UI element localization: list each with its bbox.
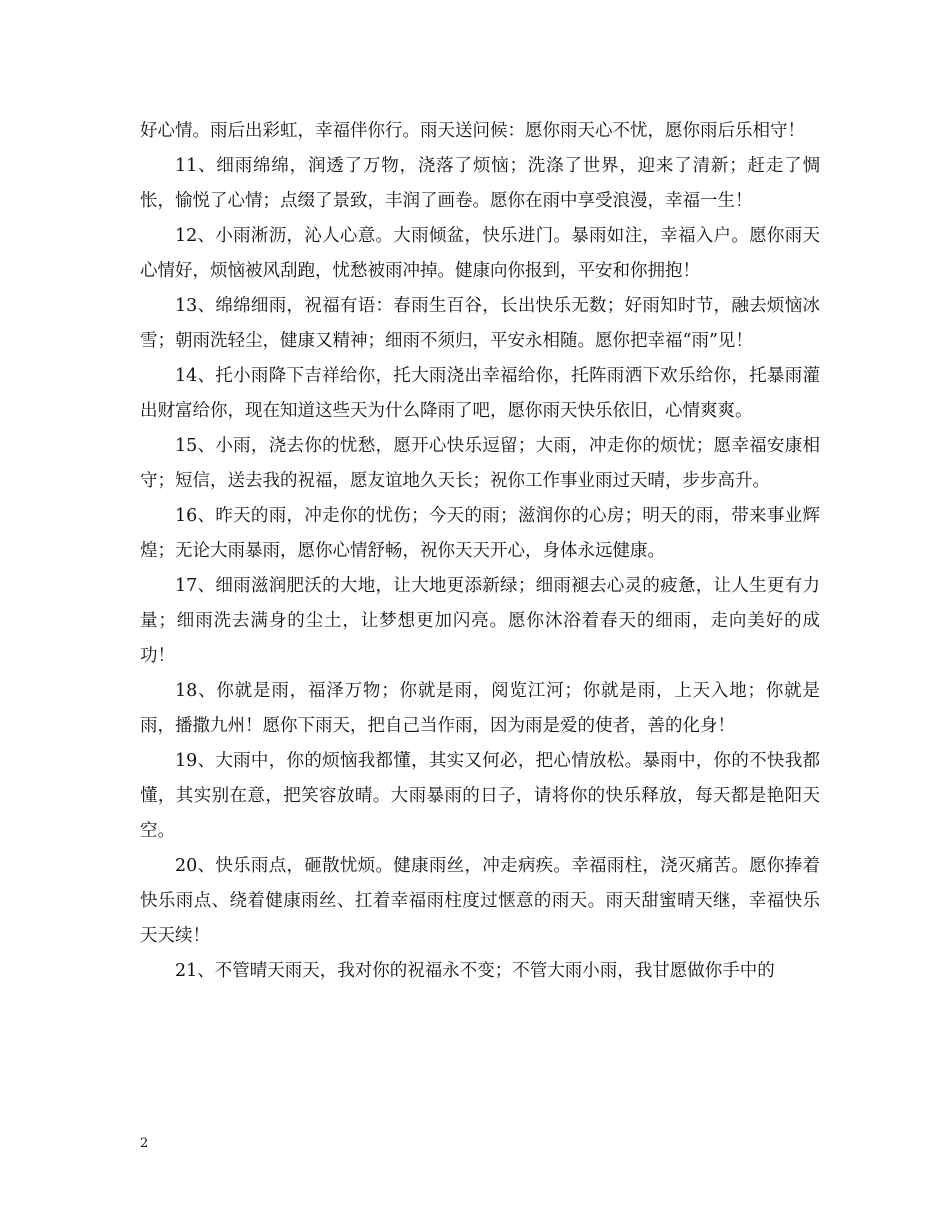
paragraph-item-16: 16、昨天的雨，冲走你的忧伤；今天的雨；滋润你的心房；明天的雨，带来事业辉煌；无论大雨暴雨，愿你心情舒畅，祝你天天开心，身体永远健康。 <box>140 506 820 561</box>
paragraph-item-14: 14、托小雨降下吉祥给你，托大雨浇出幸福给你，托阵雨洒下欢乐给你，托暴雨灌出财富给你，现在知道这些天为什么降雨了吧，愿你雨天快乐依旧，心情爽爽。 <box>140 366 820 421</box>
paragraph-continuation: 好心情。雨后出彩虹，幸福伴你行。雨天送问候：愿你雨天心不忧，愿你雨后乐相守！ <box>140 121 805 141</box>
page-number: 2 <box>140 1136 149 1151</box>
paragraph-item-21: 21、不管晴天雨天，我对你的祝福永不变；不管大雨小雨，我甘愿做你手中的 <box>175 961 775 981</box>
paragraph-item-11: 11、细雨绵绵，润透了万物，浇落了烦恼；洗涤了世界，迎来了清新；赶走了惆怅，愉悦了心情；点缀了景致，丰润了画卷。愿你在雨中享受浪漫，幸福一生！ <box>140 156 820 211</box>
paragraph-item-15: 15、小雨，浇去你的忧愁，愿开心快乐逗留；大雨，冲走你的烦忧；愿幸福安康相守；短信，送去我的祝福，愿友谊地久天长；祝你工作事业雨过天晴，步步高升。 <box>140 436 820 491</box>
paragraph-item-13: 13、绵绵细雨，祝福有语：春雨生百谷，长出快乐无数；好雨知时节，融去烦恼冰雪；朝雨洗轻尘，健康又精神；细雨不须归，平安永相随。愿你把幸福“雨”见！ <box>140 296 820 351</box>
paragraph-item-19: 19、大雨中，你的烦恼我都懂，其实又何必，把心情放松。暴雨中，你的不快我都懂，其实别在意，把笑容放晴。大雨暴雨的日子，请将你的快乐释放，每天都是艳阳天空。 <box>140 751 820 841</box>
document-body <box>140 114 820 989</box>
paragraph-item-20: 20、快乐雨点，砸散忧烦。健康雨丝，冲走病疾。幸福雨柱，浇灭痛苦。愿你捧着快乐雨点、绕着健康雨丝、扛着幸福雨柱度过惬意的雨天。雨天甜蜜晴天继，幸福快乐天天续！ <box>140 856 820 946</box>
paragraph-item-12: 12、小雨淅沥，沁人心意。大雨倾盆，快乐进门。暴雨如注，幸福入户。愿你雨天心情好，烦恼被风刮跑，忧愁被雨冲掉。健康向你报到，平安和你拥抱！ <box>140 226 820 281</box>
paragraph-item-17: 17、细雨滋润肥沃的大地，让大地更添新绿；细雨褪去心灵的疲惫，让人生更有力量；细雨洗去满身的尘土，让梦想更加闪亮。愿你沐浴着春天的细雨，走向美好的成功！ <box>140 576 820 666</box>
paragraph-item-18: 18、你就是雨，福泽万物；你就是雨，阅览江河；你就是雨，上天入地；你就是雨，播撒九州！愿你下雨天，把自己当作雨，因为雨是爱的使者，善的化身！ <box>140 681 820 736</box>
